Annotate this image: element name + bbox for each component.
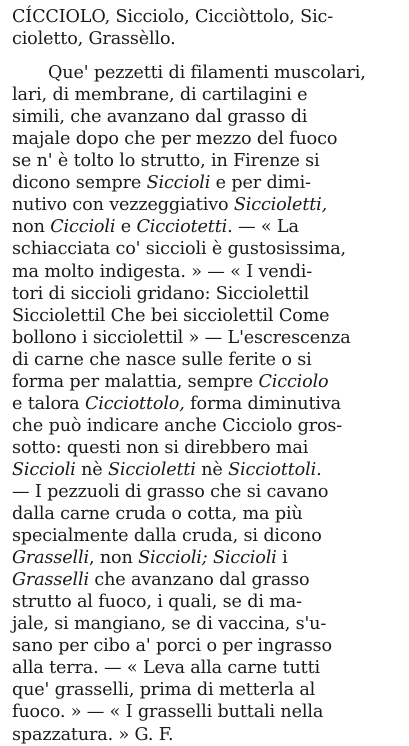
term: Siccioli <box>12 459 76 480</box>
term: Cicciolo <box>258 371 329 392</box>
body-line: tori di siccioli gridano: Sicciolettil <box>12 283 310 304</box>
body-line: — I pezzuoli di grasso che si cavano <box>12 481 329 502</box>
text: , non <box>88 548 139 569</box>
text: dicono sempre <box>12 173 147 194</box>
body-line: bollono i sicciolettil » — L'escrescenza <box>12 327 351 348</box>
heading-line: CÍCCIOLO, Sicciolo, Cicciòttolo, Sic- <box>12 7 334 27</box>
text: forma diminutiva <box>184 393 342 414</box>
text: nè <box>195 459 229 480</box>
text: i <box>276 548 288 569</box>
body-line: se n' è tolto lo strutto, in Firenze si <box>12 151 320 172</box>
body-line: schiacciata co' siccioli è gustosissima, <box>12 239 347 260</box>
body-line: majale dopo che per mezzo del fuoco <box>12 129 338 150</box>
term: Grasselli <box>12 548 89 569</box>
body-line: sano per cibo a' porci o per ingrasso <box>12 636 332 657</box>
term: Siccioli <box>146 173 211 194</box>
body-line: simili, che avanzano dal grasso di <box>12 107 308 128</box>
body-line <box>12 371 403 393</box>
body-line: alla terra. — « Leva alla carne tutti <box>12 658 320 679</box>
text: non <box>12 217 51 238</box>
entry-body <box>12 62 403 745</box>
body-line <box>12 547 403 569</box>
body-line: sotto: questi non si direbbero mai <box>12 437 309 458</box>
text: e per dimi- <box>210 173 311 194</box>
body-line <box>12 172 403 194</box>
term: Cicciotetti <box>136 217 228 238</box>
body-line: Sicciolettil Che bei sicciolettil Come <box>12 305 330 326</box>
term: Ciccioli <box>50 217 116 238</box>
body-line: fuoco. » — « I grasselli buttali nella <box>12 702 324 723</box>
text: . — « La <box>227 217 299 238</box>
text: nè <box>75 459 109 480</box>
body-line: Que' pezzetti di filamenti muscolari, <box>48 63 366 84</box>
body-line <box>12 459 403 481</box>
body-line: ma molto indigesta. » — « I vendi- <box>12 261 313 282</box>
body-line: lari, di membrane, di cartilagini e <box>12 85 308 106</box>
text: nutivo con vezzeggiativo <box>12 195 234 216</box>
body-line <box>12 216 403 238</box>
term: Siccioletti <box>108 459 196 480</box>
term: Siccioletti, <box>233 195 328 216</box>
term: Siccioli; Siccioli <box>138 548 277 569</box>
term: Sicciottoli. <box>228 459 322 480</box>
body-line <box>12 194 403 216</box>
text: forma per malattia, sempre <box>12 371 259 392</box>
body-line: specialmente dalla cruda, si dicono <box>12 526 322 547</box>
body-line: dalla carne cruda o cotta, ma più <box>12 504 303 525</box>
text: e talora <box>12 393 85 414</box>
body-line: spazzatura. » G. F. <box>12 724 174 745</box>
heading-line: cioletto, Grassèllo. <box>12 29 176 50</box>
body-line <box>12 569 403 591</box>
text: che avanzano dal grasso <box>88 570 310 591</box>
body-line <box>12 393 403 415</box>
body-line: di carne che nasce sulle ferite o si <box>12 349 312 370</box>
entry-heading <box>12 6 403 50</box>
body-line: que' grasselli, prima di metterla al <box>12 680 316 701</box>
body-line: jale, si mangiano, se di vaccina, s'u- <box>12 614 327 635</box>
text: e <box>115 217 137 238</box>
body-line: che può indicare anche Cicciolo gros- <box>12 415 343 436</box>
body-line: strutto al fuoco, i quali, se di ma- <box>12 592 302 613</box>
term: Cicciottolo, <box>84 393 185 414</box>
term: Grasselli <box>12 570 89 591</box>
